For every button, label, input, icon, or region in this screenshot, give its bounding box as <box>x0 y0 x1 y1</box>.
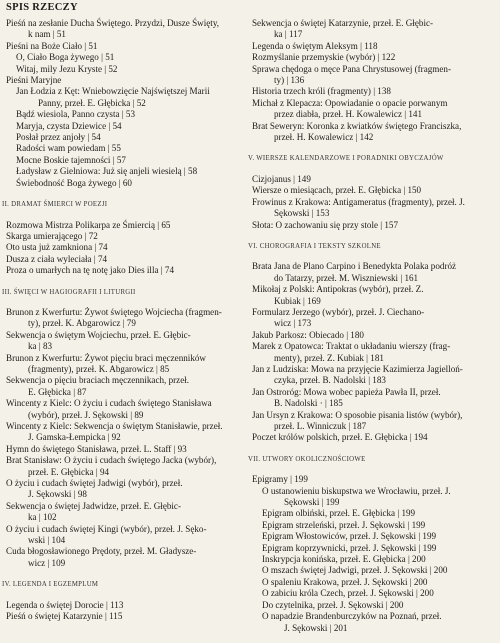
toc-entry-text: Sekwencja o świętej Jadwidze, przeł. E. Głębic- <box>6 500 181 511</box>
section-3-list <box>6 307 244 569</box>
toc-entry <box>252 341 496 364</box>
toc-entry-text: Mikołaj z Polski: Antipokras (wybór), przeł. Z. <box>252 284 424 295</box>
toc-entry <box>6 220 244 231</box>
toc-entry <box>6 501 244 524</box>
toc-entry <box>6 265 244 276</box>
toc-entry-text: Epigram strzeleński, przeł. J. Sękowski | 199 <box>262 519 426 530</box>
toc-entry-text: Pieśni Maryjne <box>6 75 62 86</box>
toc-entry-text: Brunon z Kwerfurtu: Żywot pięciu braci męczenników <box>6 352 206 363</box>
toc-entry-text: O mszach świętej Jadwigi, przeł. J. Sękowski | 200 <box>262 565 448 576</box>
toc-entry <box>252 577 496 588</box>
toc-entry <box>6 64 244 75</box>
toc-entry <box>6 600 244 611</box>
toc-entry <box>6 611 244 622</box>
toc-entry <box>6 254 244 265</box>
section-title-7: VII. UTWORY OKOLICZNOŚCIOWE <box>248 455 366 463</box>
toc-entry <box>6 231 244 242</box>
toc-entry-text: Wiersze o miesiącach, przeł. E. Głębicka | 150 <box>252 185 422 196</box>
toc-entry-continuation: J. Sękowski | 98 <box>28 489 87 500</box>
toc-entry <box>6 166 244 177</box>
toc-entry <box>6 132 244 143</box>
toc-entry-text: Dusza z ciała wyleciała | 74 <box>6 253 108 264</box>
toc-entry <box>252 432 496 443</box>
toc-entry <box>252 98 496 121</box>
toc-entry-continuation: Sękowski | 153 <box>274 208 330 219</box>
toc-entry-continuation: do Tatarzy, przeł. M. Wiszniewski | 161 <box>274 272 419 283</box>
toc-entry-continuation: wski | 104 <box>28 535 66 546</box>
toc-entry <box>6 546 244 569</box>
toc-entry-text: Maryja, czysta Dziewice | 54 <box>16 120 122 131</box>
toc-entry-text: Rozmyślanie przemyskie (wybór) | 122 <box>252 52 396 63</box>
section-title-5: V. WIERSZE KALENDARZOWE I PORADNIKI OBYCZAJÓW <box>248 155 444 163</box>
toc-entry <box>6 478 244 501</box>
toc-entry-text: Jan Ursyn z Krakowa: O sposobie pisania listów (wybór), <box>252 409 463 420</box>
toc-entry-text: O, Ciało Boga żywego | 51 <box>16 52 115 63</box>
toc-entry <box>252 261 496 284</box>
toc-entry <box>252 387 496 410</box>
toc-entry-continuation: ty), przeł. K. Abgarowicz | 79 <box>28 318 136 329</box>
toc-entry <box>252 531 496 542</box>
toc-entry-text: Witaj, mily Jezu Kryste | 52 <box>16 63 118 74</box>
toc-entry-text: Wincenty z Kielc: O życiu i cudach świętego Stanisława <box>6 398 212 409</box>
toc-entry <box>6 330 244 353</box>
toc-entry <box>252 520 496 531</box>
toc-entry-continuation: ty) | 136 <box>274 75 305 86</box>
toc-entry-continuation: ka | 102 <box>28 512 57 523</box>
section-6-list <box>252 261 496 444</box>
toc-entry <box>252 41 496 52</box>
toc-entry <box>252 474 496 485</box>
toc-entry-text: Legenda o świętym Aleksym | 118 <box>252 40 378 51</box>
toc-entry-text: Legenda o świętej Dorocie | 113 <box>6 599 124 610</box>
toc-entry <box>252 486 496 509</box>
toc-entry-text: Brata Jana de Plano Carpino i Benedykta Polaka podróż <box>252 261 457 272</box>
toc-entry-text: Ładysław z Gielniowa: Już się anjeli wiesielą | 58 <box>16 166 198 177</box>
toc-entry-continuation: Sękowski | 199 <box>284 497 340 508</box>
toc-entry-text: Pieśni na Boże Ciało | 51 <box>6 40 98 51</box>
toc-entry-continuation: B. Nadolski · | 185 <box>274 398 343 409</box>
toc-entry-text: Do czytelnika, przeł. J. Sękowski | 200 <box>262 599 404 610</box>
section-title-3: III. ŚWIĘCI W HAGIOGRAFII I LITURGII <box>2 288 136 296</box>
toc-entry <box>252 565 496 576</box>
toc-entry <box>6 375 244 398</box>
right-top-list <box>252 18 496 143</box>
toc-entry-text: Inskrypcja konińska, przeł. E. Głębicka | 200 <box>262 554 426 565</box>
section-7-list <box>252 474 496 634</box>
toc-entry-text: Epigramy | 199 <box>252 474 308 485</box>
toc-entry-continuation: J. Sękowski | 201 <box>284 622 348 633</box>
toc-entry <box>6 143 244 154</box>
toc-entry-continuation: wicz | 173 <box>274 318 312 329</box>
toc-entry-text: Jan z Ludziska: Mowa na przyjęcie Kazimierza Jagielloń- <box>252 363 463 374</box>
toc-entry-text: O życiu i cudach świętej Kingi (wybór), przeł. J. Sęko- <box>6 523 207 534</box>
toc-entry-text: Formularz Jerzego (wybór), przeł. J. Ciechano- <box>252 306 425 317</box>
toc-entry-text: O spaleniu Krakowa, przeł. J. Sękowski | 200 <box>262 576 428 587</box>
toc-entry-text: Sekwencja o świętej Katarzynie, przeł. E. Głębic- <box>252 18 434 28</box>
toc-entry <box>6 353 244 376</box>
toc-entry-text: Hymn do świętego Stanisława, przeł. L. Staff | 93 <box>6 443 187 454</box>
toc-entry <box>6 155 244 166</box>
section-2-list <box>6 220 244 277</box>
toc-entry-text: Jan Ostroróg: Mowa wobec papieża Pawła II, przeł. <box>252 386 441 397</box>
toc-entry-text: O życiu i cudach świętej Jadwigi (wybór), przeł. <box>6 478 183 489</box>
toc-entry-text: Epigram olbiński, przeł. E. Głębicka | 199 <box>262 508 416 519</box>
toc-entry-continuation: ka | 83 <box>28 341 53 352</box>
toc-entry <box>6 242 244 253</box>
toc-entry-text: Marek z Opatowca: Traktat o układaniu wierszy (frag- <box>252 341 451 352</box>
toc-entry <box>252 174 496 185</box>
toc-entry-text: Sekwencja o świętym Wojciechu, przeł. E. Głębic- <box>6 329 191 340</box>
toc-entry-text: Poczet królów polskich, przeł. E. Głębicka | 194 <box>252 432 428 443</box>
toc-entry-text: Epigram koprzywnicki, przeł. J. Sękowski | 199 <box>262 542 437 553</box>
section-4-list <box>6 600 244 623</box>
toc-entry-text: Frowinus z Krakowa: Antigameratus (fragmenty), przeł. J. <box>252 196 465 207</box>
toc-entry <box>6 86 244 109</box>
toc-entry <box>252 284 496 307</box>
toc-entry <box>252 508 496 519</box>
toc-entry <box>252 220 496 231</box>
toc-entry <box>6 52 244 63</box>
toc-entry <box>6 307 244 330</box>
section-title-4: IV. LEGENDA I EGZEMPLUM <box>2 581 99 589</box>
toc-entry <box>252 554 496 565</box>
toc-entry-continuation: J. Gamska-Łempicka | 92 <box>28 432 121 443</box>
toc-entry-text: Radości wam powiedam | 55 <box>16 143 121 154</box>
toc-entry <box>6 178 244 189</box>
toc-entry-continuation: wicz | 109 <box>28 557 66 568</box>
toc-entry <box>252 611 496 634</box>
page-header: SPIS RZECZY <box>6 2 78 13</box>
toc-entry <box>252 86 496 97</box>
toc-entry-text: Pieśń na zesłanie Ducha Świętego. Przydzi, Dusze Święty, <box>6 18 220 28</box>
toc-entry-text: Epigram Włostowiców, przeł. J. Sękowski | 199 <box>262 531 437 542</box>
toc-entry <box>6 444 244 455</box>
toc-entry-continuation: (fragmenty), przeł. K. Abgarowicz | 85 <box>28 363 170 374</box>
toc-entry-text: Cuda błogosławionego Prędoty, przeł. M. Gładysze- <box>6 546 197 557</box>
toc-entry <box>252 600 496 611</box>
toc-entry-text: O napadzie Brandenburczyków na Poznań, przeł. <box>262 611 442 622</box>
toc-entry-continuation: przeł. L. Winniczuk | 187 <box>274 421 367 431</box>
toc-entry <box>252 588 496 599</box>
section-5-list <box>252 174 496 231</box>
toc-entry-continuation: menty), przeł. Z. Kubiak | 181 <box>274 352 384 363</box>
toc-entry <box>252 364 496 387</box>
toc-entry-text: Skarga umierającego | 72 <box>6 230 98 241</box>
toc-entry-text: Pieśń o świętej Katarzynie | 115 <box>6 611 123 622</box>
toc-entry <box>6 421 244 444</box>
toc-entry-text: Mocne Boskie tajemności | 57 <box>16 154 126 165</box>
toc-entry-continuation: Kubiak | 169 <box>274 295 321 306</box>
toc-entry <box>252 121 496 144</box>
toc-entry <box>252 543 496 554</box>
toc-entry <box>6 398 244 421</box>
section-title-2: II. DRAMAT ŚMIERCI W POEZJI <box>2 201 108 209</box>
toc-entry-text: Wincenty z Kielc: Sekwencja o świętym Stanisławie, przeł. <box>6 421 223 431</box>
toc-entry-text: Michał z Klepacza: Opowiadanie o opacie porwanym <box>252 97 448 108</box>
toc-entry <box>6 455 244 478</box>
toc-entry-continuation: czyka, przeł. B. Nadolski | 183 <box>274 375 386 386</box>
toc-entry <box>6 75 244 86</box>
toc-entry-text: Jakub Parkosz: Obiecado | 180 <box>252 329 364 340</box>
toc-entry-text: Świebodność Boga żywego | 60 <box>16 177 132 188</box>
toc-entry <box>252 410 496 433</box>
toc-entry-continuation: przez diabła, przeł. H. Kowalewicz | 141 <box>274 109 423 120</box>
toc-entry-continuation: k nam | 51 <box>28 29 66 40</box>
toc-entry-text: Historia trzech króli (fragmenty) | 138 <box>252 86 391 97</box>
section-title-6: VI. CHOROGRAFIA I TEKSTY SZKOLNE <box>248 242 381 250</box>
toc-entry-text: Brat Seweryn: Koronka z kwiatków świętego Franciszka, <box>252 120 462 131</box>
toc-entry <box>252 64 496 87</box>
toc-entry-text: Słota: O zachowaniu się przy stole | 157 <box>252 219 399 230</box>
toc-entry-continuation: przeł. H. Kowalewicz | 142 <box>274 132 374 143</box>
toc-entry-continuation: E. Głębicka | 87 <box>28 386 87 397</box>
toc-entry <box>6 524 244 547</box>
toc-entry-text: Proza o umarłych na tę notę jako Dies illa | 74 <box>6 265 174 276</box>
left-top-list <box>6 18 244 189</box>
toc-entry-text: Brunon z Kwerfurtu: Żywot świętego Wojciecha (fragmen- <box>6 306 222 317</box>
toc-entry-text: Rozmowa Mistrza Polikarpa ze Śmiercią | 65 <box>6 219 171 230</box>
toc-entry <box>6 121 244 132</box>
toc-entry-text: Jan Łodzia z Kęt: Wniebowzięcie Najświętszej Marii <box>16 86 210 97</box>
toc-entry <box>252 52 496 63</box>
toc-entry-continuation: Panny, przeł. E. Głębicka | 52 <box>38 97 146 108</box>
toc-entry-text: Posłał przez anjoły | 54 <box>16 132 101 143</box>
toc-entry <box>6 109 244 120</box>
toc-entry-text: Brat Stanisław: O życiu i cudach świętego Jacka (wybór), <box>6 455 217 466</box>
toc-entry-text: Oto usta już zamkniona | 74 <box>6 242 108 253</box>
toc-entry-text: Bądź wiesiola, Panno czysta | 53 <box>16 109 136 120</box>
toc-entry <box>6 41 244 52</box>
toc-entry-continuation: przeł. E. Głębicka | 94 <box>28 466 110 477</box>
toc-entry <box>252 185 496 196</box>
left-column <box>2 18 244 623</box>
toc-entry <box>252 18 496 41</box>
right-column <box>248 18 496 634</box>
toc-entry-text: Cizjojanus | 149 <box>252 173 311 184</box>
toc-entry <box>252 307 496 330</box>
toc-entry-continuation: ka | 117 <box>274 29 303 40</box>
toc-entry <box>252 197 496 220</box>
toc-entry-text: Sprawa chędoga o męce Pana Chrystusowej (fragmen- <box>252 63 451 74</box>
toc-entry <box>252 330 496 341</box>
toc-entry-text: O zabiciu króla Czech, przeł. J. Sękowski | 200 <box>262 588 434 599</box>
toc-entry-text: O ustanowieniu biskupstwa we Wrocławiu, przeł. J. <box>262 485 451 496</box>
toc-entry-continuation: (wybór), przeł. J. Sękowski | 89 <box>28 409 144 420</box>
toc-entry <box>6 18 244 41</box>
toc-entry-text: Sekwencja o pięciu braciach męczennikach, przeł. <box>6 375 190 386</box>
